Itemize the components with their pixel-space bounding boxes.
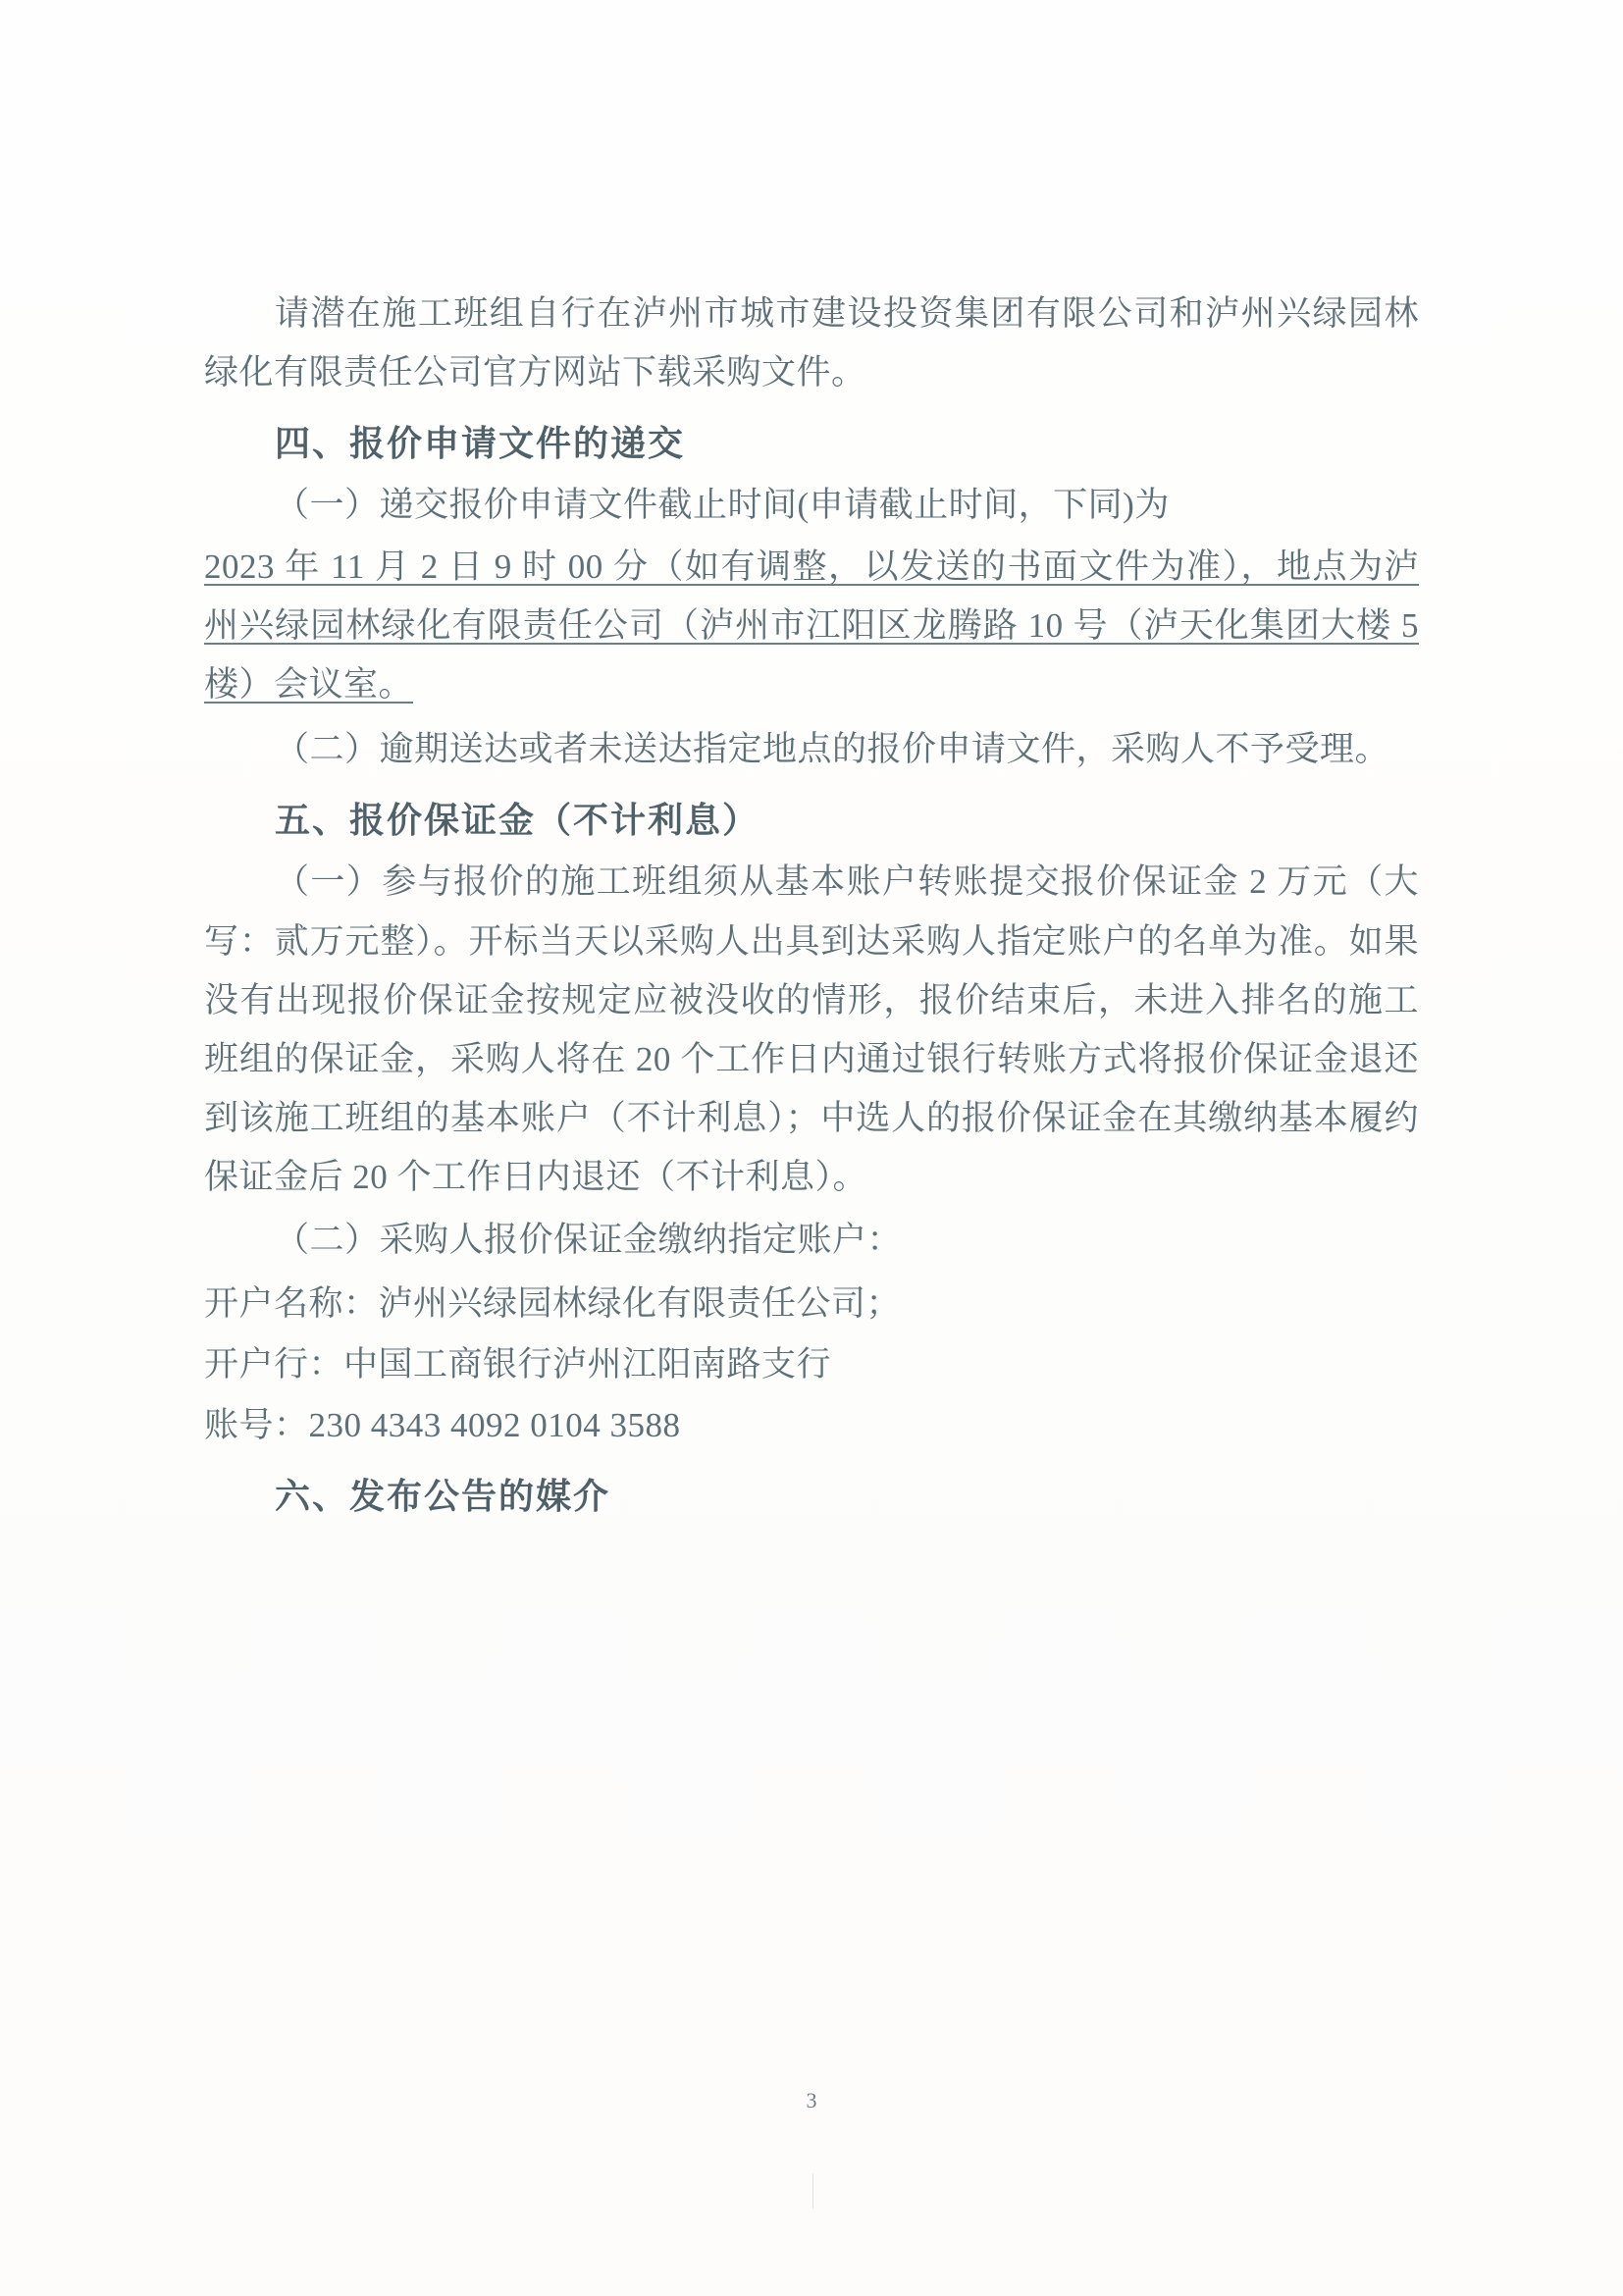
paragraph-account-bank: 开户行：中国工商银行泸州江阳南路支行 (204, 1344, 832, 1383)
paragraph-designated-account-intro: （二）采购人报价保证金缴纳指定账户： (275, 1221, 903, 1260)
paragraph-submission-deadline-details: 2023 年 11 月 2 日 9 时 00 分（如有调整，以发送的书面文件为准），地点为泸州兴绿园林绿化有限责任公司（泸州市江阳区龙腾路 10 号（泸天化集团大楼 5 楼）会议室。 (204, 547, 1419, 704)
paragraph-submission-deadline-intro: （一）递交报价申请文件截止时间(申请截止时间，下同)为 (275, 486, 1170, 525)
heading-section-six: 六、发布公告的媒介 (275, 1477, 611, 1517)
heading-section-four: 四、报价申请文件的递交 (275, 424, 686, 464)
heading-section-five: 五、报价保证金（不计利息） (275, 801, 760, 841)
paragraph-account-number: 账号：230 4343 4092 0104 3588 (204, 1406, 681, 1444)
paragraph-account-name: 开户名称：泸州兴绿园林绿化有限责任公司； (204, 1283, 902, 1323)
paragraph-late-submission: （二）逾期送达或者未送达指定地点的报价申请文件，采购人不予受理。 (275, 730, 1390, 769)
paragraph-download-notice: 请潜在施工班组自行在泸州市城市建设投资集团有限公司和泸州兴绿园林绿化有限责任公司官方网站下载采购文件。 (204, 294, 1419, 392)
page-number: 3 (806, 2088, 817, 2113)
page-fold-mark (812, 2173, 813, 2209)
document-body (204, 285, 1419, 1529)
paragraph-bid-deposit-terms: （一）参与报价的施工班组须从基本账户转账提交报价保证金 2 万元（大写：贰万元整）。开标当天以采购人出具到达采购人指定账户的名单为准。如果没有出现报价保证金按规定应被没收的情形，报价结束后，未进入排名的施工班组的保证金，采购人将在 20 个工作日内通过银行转账方式将报价保证金退还到该施工班组的基本账户（不计利息）；中选人的报价保证金在其缴纳基本履约保证金后 20 个工作日内退还（不计利息）。 (204, 862, 1419, 1197)
